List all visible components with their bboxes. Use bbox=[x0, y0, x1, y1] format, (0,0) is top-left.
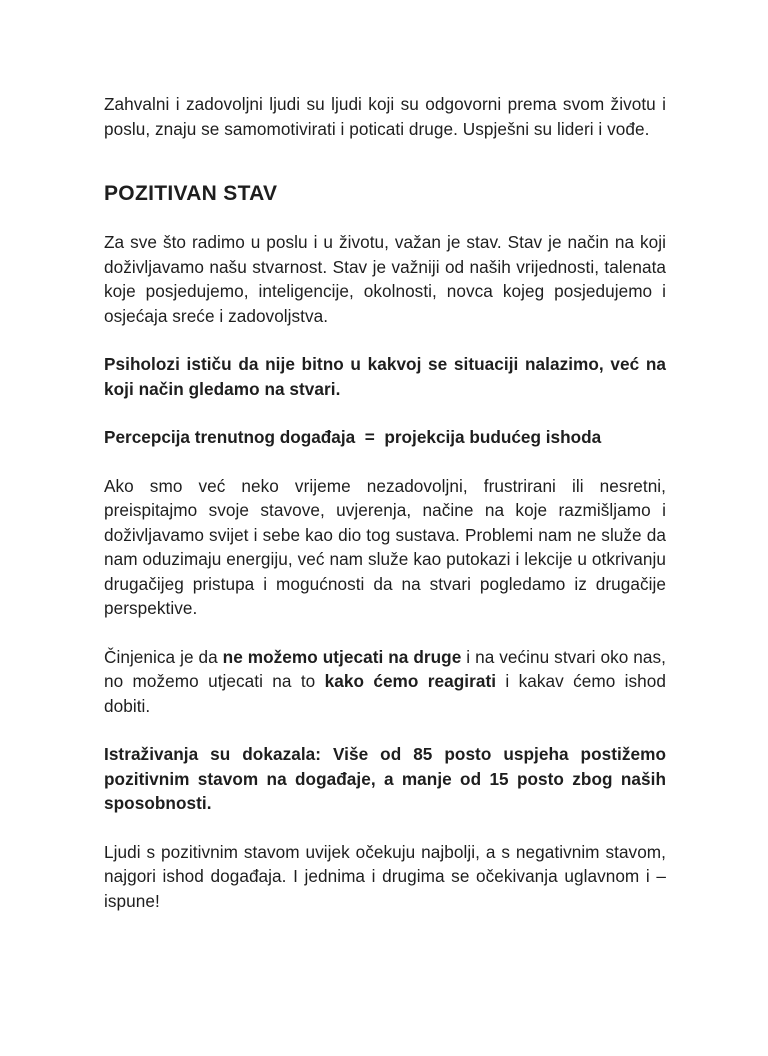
formula-equals: = bbox=[364, 427, 375, 447]
section-heading: POZITIVAN STAV bbox=[104, 182, 278, 205]
intro-paragraph: Zahvalni i zadovoljni ljudi su ljudi koji su odgovorni prema svom životu i poslu, znaju se samomotivirati i poticati druge. Uspješni su lideri i vođe. bbox=[104, 94, 666, 139]
fact-emphasis-1: ne možemo utjecati na druge bbox=[222, 646, 462, 667]
fact-text-2: i na većinu stvari oko nas, no možemo utjecati na to bbox=[104, 646, 666, 691]
attitude-paragraph: Za sve što radimo u poslu i u životu, važan je stav. Stav je način na koji doživljavamo našu stvarnost. Stav je važniji od naših vrijednosti, talenata koje posjedujemo, inteligencije, okolnosti, novca kojeg posjedujemo i osjećaja sreće i zadovoljstva. bbox=[104, 232, 666, 326]
perception-formula bbox=[104, 425, 666, 450]
psychologists-paragraph: Psiholozi ističu da nije bitno u kakvoj se situaciji nalazimo, već na koji način gledamo na stvari. bbox=[104, 354, 666, 399]
research-paragraph: Istraživanja su dokazala: Više od 85 posto uspjeha postižemo pozitivnim stavom na događaje, a manje od 15 posto zbog naših sposobnosti. bbox=[104, 744, 666, 813]
closing-paragraph: Ljudi s pozitivnim stavom uvijek očekuju najbolji, a s negativnim stavom, najgori ishod događaja. I jednima i drugima se očekivanja uglavnom i – ispune! bbox=[104, 841, 666, 911]
page-content bbox=[104, 92, 666, 913]
formula-right: projekcija budućeg ishoda bbox=[384, 427, 602, 447]
dissatisfaction-paragraph: Ako smo već neko vrijeme nezadovoljni, frustrirani ili nesretni, preispitajmo svoje stavove, uvjerenja, načine na koje razmišljamo i doživljavamo svijet i sebe kao dio tog sustava. Problemi nam ne služe da nam oduzimaju energiju, već nam služe kao putokazi i lekcije u otkrivanju drugačijeg pristupa i mogućnosti da na stvari pogledamo iz drugačije perspektive. bbox=[104, 475, 666, 618]
fact-text-3: i kakav ćemo ishod dobiti. bbox=[104, 671, 666, 716]
formula-left: Percepcija trenutnog događaja bbox=[104, 427, 356, 447]
fact-paragraph bbox=[104, 645, 666, 719]
fact-text-1: Činjenica je da bbox=[104, 646, 223, 667]
fact-emphasis-2: kako ćemo reagirati bbox=[324, 671, 497, 691]
